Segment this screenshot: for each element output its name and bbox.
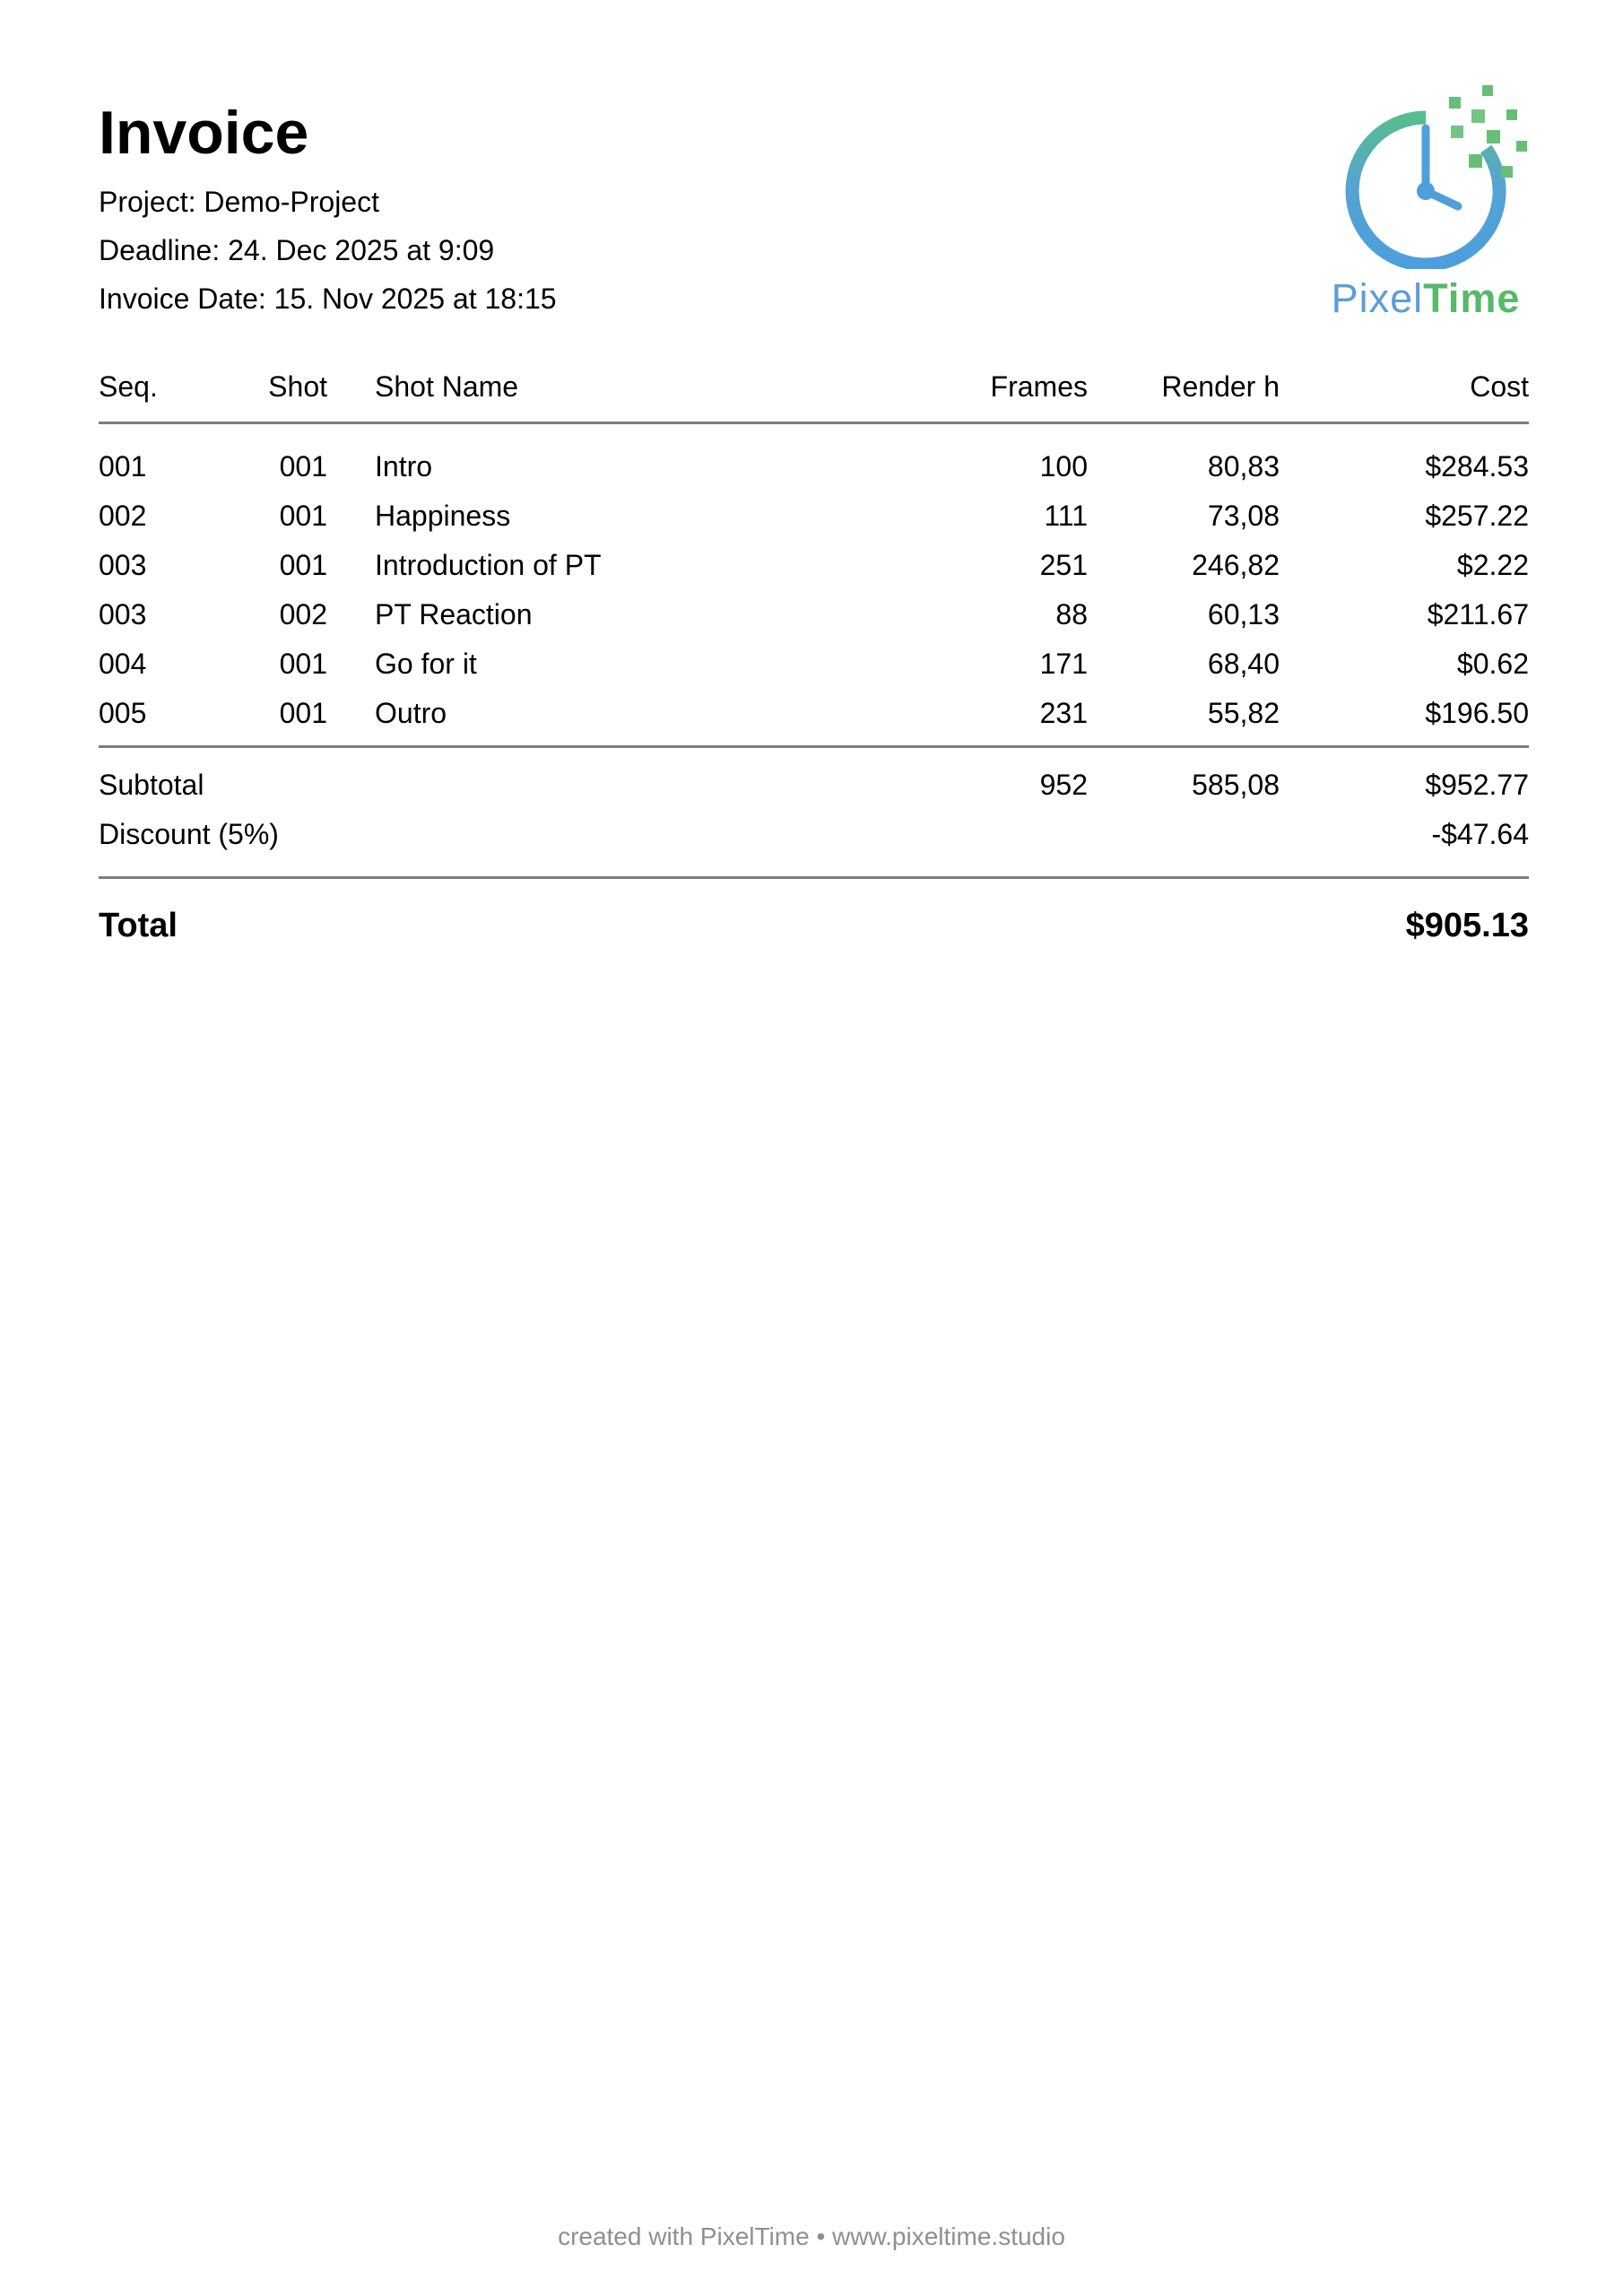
cell-frames: 251: [1039, 549, 1088, 581]
cell-name: Intro: [375, 450, 433, 483]
cell-frames: 88: [1055, 598, 1088, 631]
deadline-line: Deadline: 24. Dec 2025 at 9:09: [99, 234, 495, 266]
cell-shot: 002: [279, 598, 327, 631]
total-cost: $905.13: [1405, 906, 1529, 944]
cell-name: Happiness: [375, 500, 511, 532]
table-row: [99, 590, 1529, 639]
cell-renderh: 68,40: [1207, 648, 1280, 680]
cell-name: PT Reaction: [375, 598, 533, 631]
table-row: [99, 442, 1529, 491]
cell-cost: $211.67: [1427, 598, 1529, 631]
line-items-table: [99, 362, 1529, 952]
table-row: [99, 541, 1529, 590]
cell-shot: 001: [279, 648, 327, 680]
project-line: Project: Demo-Project: [99, 186, 379, 218]
cell-seq: 003: [99, 598, 147, 631]
column-header-seq: Seq.: [99, 370, 158, 403]
column-header-shot: Shot: [268, 370, 327, 403]
cell-frames: 231: [1039, 697, 1088, 729]
cell-seq: 001: [99, 450, 147, 483]
table-body: [99, 424, 1529, 738]
table-row: [99, 491, 1529, 541]
cell-seq: 005: [99, 697, 147, 729]
cell-renderh: 80,83: [1207, 450, 1280, 483]
table-header-row: [99, 362, 1529, 424]
cell-shot: 001: [279, 450, 327, 483]
total-row: [99, 879, 1529, 952]
summary-section: [99, 748, 1529, 859]
cell-frames: 111: [1044, 500, 1088, 532]
cell-renderh: 55,82: [1207, 697, 1280, 729]
column-header-cost: Cost: [1470, 370, 1529, 403]
footer-credit: created with PixelTime • www.pixeltime.studio: [558, 2222, 1065, 2250]
cell-shot: 001: [279, 697, 327, 729]
brand-name-time: Time: [1423, 275, 1521, 321]
subtotal-label: Subtotal: [99, 769, 204, 801]
invoice-date-line: Invoice Date: 15. Nov 2025 at 18:15: [99, 283, 557, 315]
cell-cost: $196.50: [1425, 697, 1529, 729]
subtotal-renderh: 585,08: [1192, 769, 1280, 801]
cell-renderh: 73,08: [1207, 500, 1280, 532]
cell-cost: $284.53: [1425, 450, 1529, 483]
column-header-renderh: Render h: [1161, 370, 1280, 403]
total-label: Total: [99, 906, 178, 944]
cell-shot: 001: [279, 500, 327, 532]
table-row: [99, 689, 1529, 738]
cell-frames: 171: [1039, 648, 1088, 680]
discount-row: [99, 810, 1529, 859]
subtotal-frames: 952: [1039, 769, 1088, 801]
cell-frames: 100: [1039, 450, 1088, 483]
page-title: Invoice: [99, 99, 309, 167]
pixeltime-logo: [1318, 72, 1533, 325]
cell-cost: $2.22: [1456, 549, 1529, 581]
cell-seq: 002: [99, 500, 147, 532]
subtotal-row: [99, 761, 1529, 810]
brand-name-pixel: Pixel: [1331, 275, 1424, 321]
discount-label: Discount (5%): [99, 818, 279, 850]
cell-renderh: 246,82: [1192, 549, 1280, 581]
cell-seq: 004: [99, 648, 147, 680]
discount-cost: -$47.64: [1431, 818, 1529, 850]
table-row: [99, 639, 1529, 689]
cell-seq: 003: [99, 549, 147, 581]
brand-wordmark: [1318, 273, 1533, 325]
clock-pixel-dissolve-icon: [1318, 72, 1533, 269]
cell-renderh: 60,13: [1207, 598, 1280, 631]
cell-name: Introduction of PT: [375, 549, 602, 581]
cell-name: Go for it: [375, 648, 477, 680]
cell-shot: 001: [279, 549, 327, 581]
subtotal-cost: $952.77: [1425, 769, 1529, 801]
cell-cost: $0.62: [1456, 648, 1529, 680]
cell-cost: $257.22: [1425, 500, 1529, 532]
column-header-frames: Frames: [990, 370, 1088, 403]
column-header-shotname: Shot Name: [375, 370, 519, 403]
cell-name: Outro: [375, 697, 447, 729]
